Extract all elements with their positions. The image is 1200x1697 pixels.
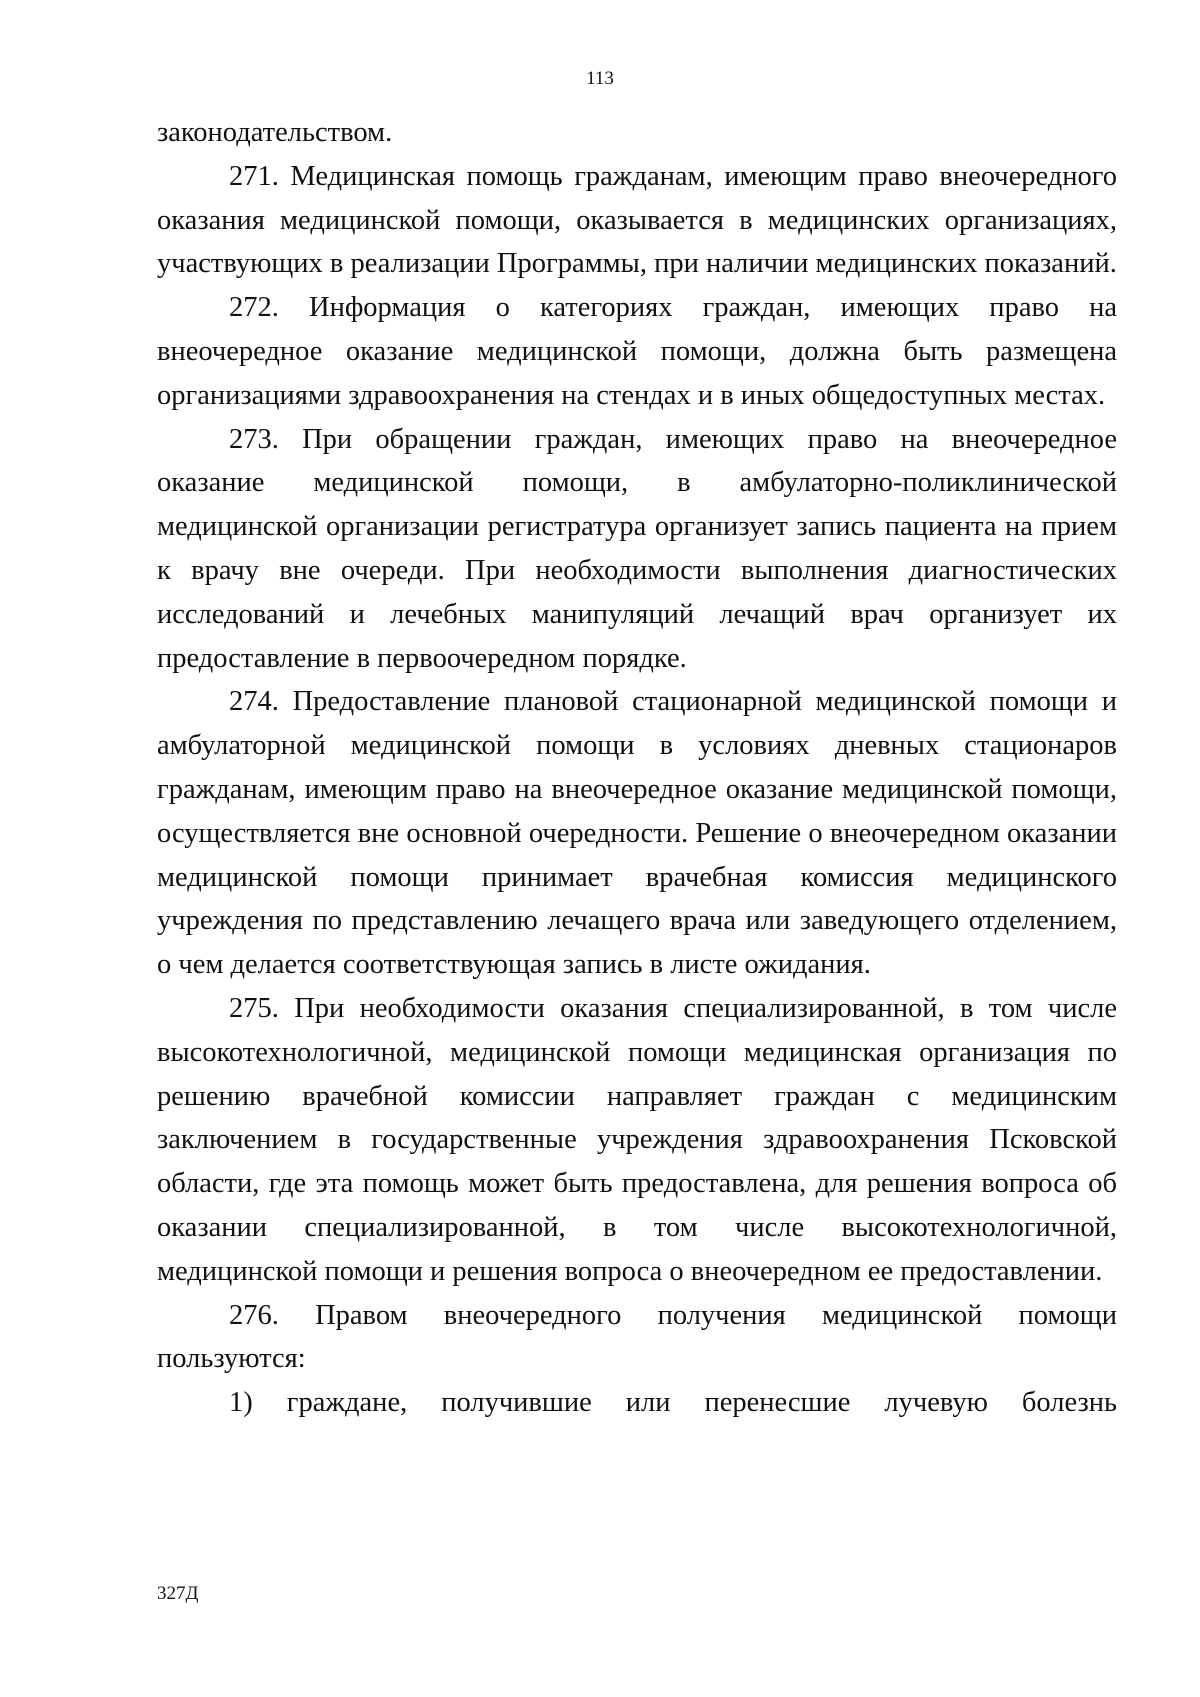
- paragraph-272: 272. Информация о категориях граждан, имеющих право на внеочередное оказание медицинской помощи, должна быть размещена организациями здравоохранения на стендах и в иных общедоступных местах.: [157, 292, 1117, 411]
- document-code: 327Д: [157, 1583, 199, 1604]
- paragraph-275: 275. При необходимости оказания специализированной, в том числе высокотехнологичной, медицинской помощи медицинская организация по решению врачебной комиссии направляет граждан с медицинским заключением в государственные учреждения здравоохранения Псковской области, где эта помощь может быть предоставлена, для решения вопроса об оказании специализированной, в том числе высокотехнологичной, медицинской помощи и решения вопроса о внеочередном ее предоставлении.: [157, 992, 1117, 1287]
- paragraph-continuation: законодательством.: [157, 117, 393, 148]
- document-body: [157, 111, 1117, 1425]
- list-item-1: 1) граждане, получившие или перенесшие лучевую болезнь: [229, 1387, 1117, 1419]
- paragraph-271: 271. Медицинская помощь гражданам, имеющим право внеочередного оказания медицинской помощи, оказывается в медицинских организациях, участвующих в реализации Программы, при наличии медицинских показаний.: [157, 160, 1117, 280]
- paragraph-276: 276. Правом внеочередного получения медицинской помощи пользуются:: [157, 1299, 1117, 1375]
- paragraph-274: 274. Предоставление плановой стационарной медицинской помощи и амбулаторной медицинской помощи в условиях дневных стационаров гражданам, имеющим право на внеочередное оказание медицинской помощи, осуществляется вне основной очередности. Решение о внеочередном оказании медицинской помощи принимает врачебная комиссия медицинского учреждения по представлению лечащего врача или заведующего отделением, о чем делается соответствующая запись в листе ожидания.: [157, 686, 1117, 981]
- page-number: 113: [586, 68, 614, 89]
- paragraph-273: 273. При обращении граждан, имеющих право на внеочередное оказание медицинской помощи, в амбулаторно-поликлинической медицинской организации регистратура организует запись пациента на прием к врачу вне очереди. При необходимости выполнения диагностических исследований и лечебных манипуляций лечащий врач организует их предоставление в первоочередном порядке.: [157, 423, 1117, 674]
